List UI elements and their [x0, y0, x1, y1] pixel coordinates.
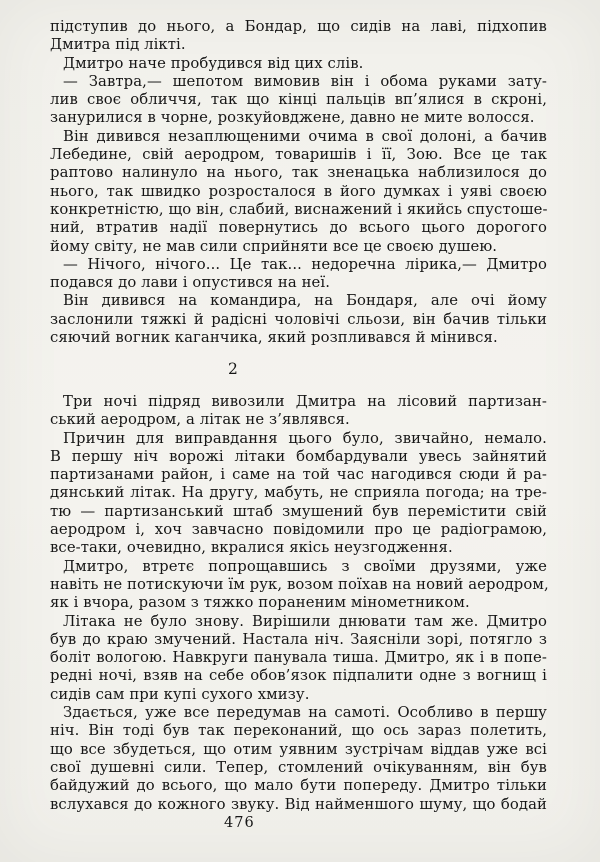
text-line: тю — партизанський штаб змушений був перемістити свій	[50, 502, 547, 520]
paragraph	[50, 55, 547, 73]
paragraph	[50, 73, 547, 128]
text-line: Дмитро, втретє попрощавшись з своїми друзями, уже	[63, 557, 547, 575]
text-line: Літака не було знову. Вирішили днювати там же. Дмитро	[63, 612, 547, 630]
text-line: Він дивився на командира, на Бондаря, але очі йому	[63, 292, 547, 310]
text-line: партизанами район, і саме на той час нагодився сюди й ра-	[50, 466, 547, 484]
paragraph	[50, 292, 547, 347]
paragraph	[50, 558, 547, 613]
text-line: нього, так швидко розросталося в його думках і уяві своєю	[50, 182, 547, 200]
text-line: раптово налинуло на нього, так зненацька наблизилося до	[50, 164, 547, 182]
text-line: все-таки, очевидно, вкралися якісь неузгодження.	[50, 539, 453, 557]
text-line: подався до лави і опустився на неї.	[50, 274, 331, 292]
text-line: конкретністю, що він, слабий, виснажений і якийсь спустоше-	[50, 200, 548, 218]
paragraph	[50, 393, 547, 430]
text-block-before-heading	[50, 18, 547, 347]
paragraph	[50, 613, 547, 704]
text-line: заслонили тяжкі й радісні чоловічі сльози, він бачив тільки	[50, 310, 547, 328]
section-heading: 2	[228, 360, 238, 378]
paragraph	[50, 128, 547, 256]
text-line: лив своє обличчя, так що кінці пальців вп’ялися в скроні,	[50, 91, 547, 109]
text-line: Причин для виправдання цього було, звичайно, немало.	[63, 429, 547, 447]
text-line: сидів сам при купі сухого хмизу.	[50, 685, 310, 703]
text-line: був до краю змучений. Настала ніч. Заясніли зорі, потягло з	[50, 630, 547, 648]
text-line: — Нічого, нічого... Це так... недоречна лірика,— Дмитро	[63, 255, 547, 273]
text-line: навіть не потискуючи їм рук, возом поїхав на новий аеродром,	[50, 575, 549, 593]
text-line: аеродром і, хоч завчасно повідомили про це радіограмою,	[50, 521, 547, 539]
text-line: Три ночі підряд вивозили Дмитра на лісовий партизан-	[63, 393, 547, 410]
text-line: В першу ніч ворожі літаки бомбардували увесь зайнятий	[50, 447, 547, 465]
text-line: вслухався до кожного звуку. Від найменшого шуму, що бодай	[50, 795, 547, 813]
text-line: дянський літак. На другу, мабуть, не сприяла погода; на тре-	[50, 484, 547, 502]
page-number: 476	[224, 815, 255, 831]
text-line: ніч. Він тоді був так переконаний, що ось зараз полетить,	[50, 722, 547, 740]
text-line: свої душевні сили. Тепер, стомлений очікуванням, він був	[50, 758, 547, 776]
paragraph	[50, 18, 547, 55]
paragraph	[50, 256, 547, 293]
text-line: ський аеродром, а літак не з’являвся.	[50, 411, 350, 429]
text-line: підступив до нього, а Бондар, що сидів на лаві, підхопив	[50, 18, 547, 35]
text-line: Лебедине, свій аеродром, товаришів і її, Зою. Все це так	[50, 146, 547, 164]
text-line: занурилися в чорне, розкуйовджене, давно не мите волосся.	[50, 109, 535, 127]
text-line: як і вчора, разом з тяжко пораненим мінометником.	[50, 594, 470, 612]
paragraph	[50, 430, 547, 558]
text-line: сяючий вогник каганчика, який розпливався й мінився.	[50, 329, 498, 347]
text-line: — Завтра,— шепотом вимовив він і обома руками зату-	[63, 72, 547, 90]
text-line: редні ночі, взяв на себе обов’язок підпалити одне з вогнищ і	[50, 667, 547, 685]
text-line: байдужий до всього, що мало бути попереду. Дмитро тільки	[50, 777, 547, 795]
text-block-after-heading	[50, 393, 547, 814]
text-line: Здається, уже все передумав на самоті. Особливо в першу	[63, 704, 547, 722]
text-line: йому світу, не мав сили сприйняти все це своєю душею.	[50, 237, 498, 255]
text-line: Дмитро наче пробудився від цих слів.	[63, 54, 364, 72]
text-line: боліт вологою. Навкруги панувала тиша. Дмитро, як і в попе-	[50, 649, 547, 667]
text-line: що все збудеться, що отим уявним зустрічам віддав уже всі	[50, 740, 547, 758]
text-line: Він дивився незаплющеними очима в свої долоні, а бачив	[63, 127, 547, 145]
paragraph	[50, 704, 547, 814]
text-line: Дмитра під лікті.	[50, 36, 186, 54]
text-line: ний, втратив надії повернутись до всього цього дорогого	[50, 219, 547, 237]
